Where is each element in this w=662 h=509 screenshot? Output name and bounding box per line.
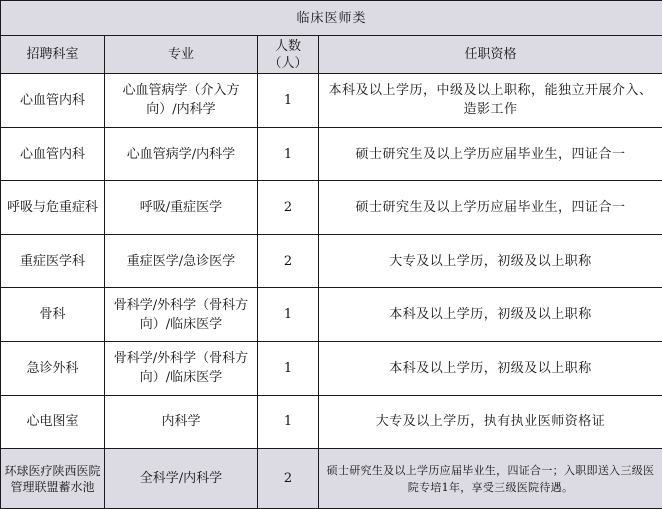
cell-department: 急诊外科 — [1, 342, 105, 396]
table-title-row — [1, 1, 662, 36]
cell-qualification: 本科及以上学历，初级及以上职称 — [319, 288, 662, 342]
cell-department: 环球医疗陕西医院管理联盟蓄水池 — [1, 449, 105, 509]
cell-count: 1 — [258, 74, 319, 128]
cell-major: 呼吸/重症医学 — [105, 181, 258, 235]
cell-major: 心血管病学/内科学 — [105, 127, 258, 181]
cell-count: 2 — [258, 449, 319, 509]
cell-qualification: 大专及以上学历，执有执业医师资格证 — [319, 395, 662, 449]
header-major: 专业 — [105, 36, 258, 74]
table-row-highlighted — [1, 449, 662, 509]
cell-qualification: 硕士研究生及以上学历应届毕业生，四证合一；入职即送入三级医院专培1年，享受三级医院待遇。 — [319, 449, 662, 509]
table-row — [1, 395, 662, 449]
cell-department: 骨科 — [1, 288, 105, 342]
cell-major: 骨科学/外科学（骨科方向）/临床医学 — [105, 288, 258, 342]
cell-qualification: 本科及以上学历，中级及以上职称，能独立开展介入、造影工作 — [319, 74, 662, 128]
table-row — [1, 74, 662, 128]
header-department: 招聘科室 — [1, 36, 105, 74]
table-header-row — [1, 36, 662, 74]
cell-major: 内科学 — [105, 395, 258, 449]
cell-count: 2 — [258, 234, 319, 288]
cell-count: 2 — [258, 181, 319, 235]
header-count: 人数（人） — [258, 36, 319, 74]
cell-department: 心血管内科 — [1, 127, 105, 181]
table-title: 临床医师类 — [1, 1, 662, 36]
cell-department: 呼吸与危重症科 — [1, 181, 105, 235]
cell-major: 骨科学/外科学（骨科方向）/临床医学 — [105, 342, 258, 396]
cell-count: 1 — [258, 127, 319, 181]
cell-department: 重症医学科 — [1, 234, 105, 288]
cell-department: 心血管内科 — [1, 74, 105, 128]
cell-major: 重症医学/急诊医学 — [105, 234, 258, 288]
cell-major: 全科学/内科学 — [105, 449, 258, 509]
cell-count: 1 — [258, 395, 319, 449]
table-row — [1, 127, 662, 181]
cell-count: 1 — [258, 288, 319, 342]
cell-qualification: 硕士研究生及以上学历应届毕业生，四证合一 — [319, 127, 662, 181]
table-row — [1, 288, 662, 342]
header-qualification: 任职资格 — [319, 36, 662, 74]
cell-qualification: 硕士研究生及以上学历应届毕业生，四证合一 — [319, 181, 662, 235]
cell-count: 1 — [258, 342, 319, 396]
table-row — [1, 234, 662, 288]
cell-major: 心血管病学（介入方向）/内科学 — [105, 74, 258, 128]
table-row — [1, 181, 662, 235]
cell-department: 心电图室 — [1, 395, 105, 449]
table-row — [1, 342, 662, 396]
cell-qualification: 大专及以上学历，初级及以上职称 — [319, 234, 662, 288]
cell-qualification: 本科及以上学历，初级及以上职称 — [319, 342, 662, 396]
